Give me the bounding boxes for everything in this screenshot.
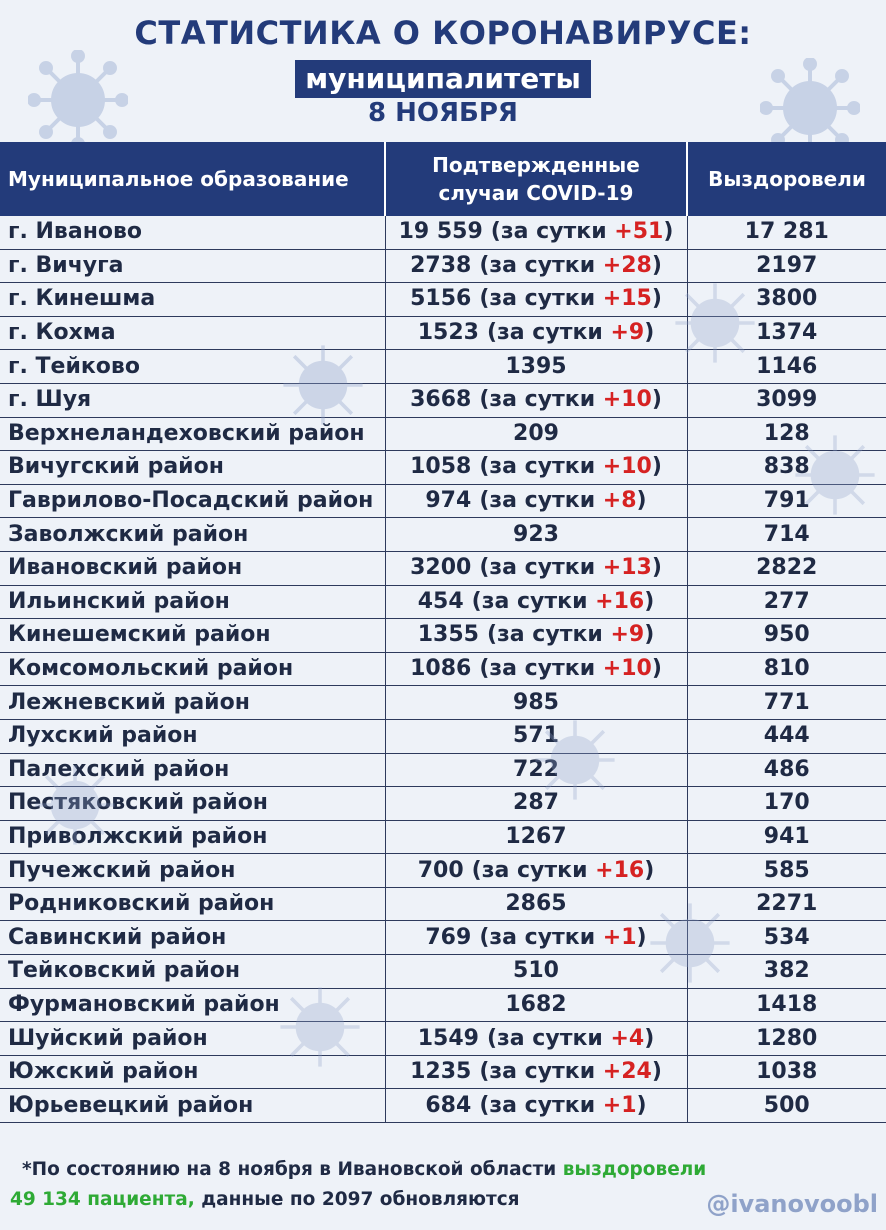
municipality-name: Фурмановский район xyxy=(0,988,385,1022)
daily-label: (за сутки xyxy=(486,320,611,346)
confirmed-total: 571 xyxy=(513,723,559,749)
table-row xyxy=(0,988,886,1022)
header-recovered: Выздоровели xyxy=(687,142,886,216)
table-row xyxy=(0,1089,886,1123)
confirmed-total: 3200 xyxy=(410,555,472,581)
virus-icon xyxy=(530,715,620,805)
recovered-count: 17 281 xyxy=(687,216,886,249)
daily-increase: +24 xyxy=(602,1059,652,1085)
confirmed-total: 1355 xyxy=(417,622,479,648)
confirmed-total: 19 559 xyxy=(398,219,483,245)
municipality-name: Пучежский район xyxy=(0,854,385,888)
confirmed-cell xyxy=(385,1055,687,1089)
confirmed-total: 1523 xyxy=(417,320,479,346)
daily-label-close: ) xyxy=(636,1092,647,1118)
confirmed-total: 722 xyxy=(513,756,559,782)
recovered-count: 500 xyxy=(687,1089,886,1123)
confirmed-total: 684 xyxy=(425,1092,472,1118)
confirmed-cell xyxy=(385,484,687,518)
municipality-name: Кинешемский район xyxy=(0,619,385,653)
recovered-count: 2197 xyxy=(687,249,886,283)
confirmed-cell xyxy=(385,316,687,350)
confirmed-total: 1267 xyxy=(505,823,567,849)
daily-increase: +8 xyxy=(602,488,637,514)
daily-increase: +9 xyxy=(610,622,645,648)
recovered-count: 810 xyxy=(687,652,886,686)
subtitle-wrap xyxy=(0,60,886,98)
confirmed-cell xyxy=(385,451,687,485)
confirmed-cell xyxy=(385,383,687,417)
recovered-count: 486 xyxy=(687,753,886,787)
recovered-count: 3800 xyxy=(687,283,886,317)
daily-label-close: ) xyxy=(651,286,662,312)
table-row xyxy=(0,585,886,619)
virus-icon xyxy=(275,982,365,1072)
daily-increase: +10 xyxy=(602,656,652,682)
confirmed-total: 974 xyxy=(425,488,472,514)
page-title: СТАТИСТИКА О КОРОНАВИРУСЕ: xyxy=(134,14,752,52)
daily-increase: +10 xyxy=(602,387,652,413)
table-row xyxy=(0,518,886,552)
table-row xyxy=(0,1022,886,1056)
daily-increase: +51 xyxy=(614,219,664,245)
daily-label-close: ) xyxy=(651,656,662,682)
table-row xyxy=(0,820,886,854)
virus-icon xyxy=(790,430,880,520)
municipality-name: г. Кинешма xyxy=(0,283,385,317)
table-row xyxy=(0,417,886,451)
recovered-count: 534 xyxy=(687,921,886,955)
confirmed-cell xyxy=(385,1022,687,1056)
table-row xyxy=(0,216,886,249)
recovered-count: 714 xyxy=(687,518,886,552)
municipality-name: Палехский район xyxy=(0,753,385,787)
recovered-count: 2271 xyxy=(687,887,886,921)
confirmed-total: 2738 xyxy=(410,252,472,278)
header-municipality: Муниципальное образование xyxy=(0,142,385,216)
municipality-name: Заволжский район xyxy=(0,518,385,552)
municipality-name: Вичугский район xyxy=(0,451,385,485)
confirmed-cell xyxy=(385,652,687,686)
daily-increase: +10 xyxy=(602,454,652,480)
confirmed-total: 510 xyxy=(513,958,559,984)
municipality-name: Ивановский район xyxy=(0,551,385,585)
recovered-count: 1280 xyxy=(687,1022,886,1056)
confirmed-cell xyxy=(385,518,687,552)
daily-increase: +15 xyxy=(602,286,652,312)
confirmed-cell xyxy=(385,417,687,451)
confirmed-total: 769 xyxy=(425,924,472,950)
municipality-name: Тейковский район xyxy=(0,955,385,989)
table-row xyxy=(0,619,886,653)
daily-label-close: ) xyxy=(636,924,647,950)
daily-label: (за сутки xyxy=(486,622,611,648)
daily-label: (за сутки xyxy=(479,1059,603,1085)
table-row xyxy=(0,921,886,955)
table-row xyxy=(0,753,886,787)
social-handle: @ivanovoobl xyxy=(706,1190,878,1218)
recovered-count: 1374 xyxy=(687,316,886,350)
page-date: 8 НОЯБРЯ xyxy=(368,98,518,128)
confirmed-cell xyxy=(385,216,687,249)
confirmed-cell xyxy=(385,619,687,653)
confirmed-total: 1086 xyxy=(410,656,472,682)
confirmed-total: 2865 xyxy=(505,891,567,917)
municipality-name: Комсомольский район xyxy=(0,652,385,686)
recovered-count: 1146 xyxy=(687,350,886,384)
daily-label-close: ) xyxy=(651,555,662,581)
confirmed-total: 923 xyxy=(513,521,559,547)
daily-label-close: ) xyxy=(644,320,655,346)
footnote-line-2 xyxy=(10,1186,520,1214)
municipality-name: Гаврилово-Посадский район xyxy=(0,484,385,518)
footnote-recovered-word: выздоровели xyxy=(562,1159,707,1180)
daily-increase: +13 xyxy=(602,555,652,581)
recovered-count: 941 xyxy=(687,820,886,854)
table-row xyxy=(0,484,886,518)
daily-label-close: ) xyxy=(651,252,662,278)
municipality-name: г. Шуя xyxy=(0,383,385,417)
recovered-count: 3099 xyxy=(687,383,886,417)
recovered-count: 585 xyxy=(687,854,886,888)
municipality-name: г. Вичуга xyxy=(0,249,385,283)
confirmed-cell xyxy=(385,854,687,888)
recovered-count: 771 xyxy=(687,686,886,720)
confirmed-total: 1058 xyxy=(410,454,472,480)
daily-label-close: ) xyxy=(644,588,655,614)
confirmed-cell xyxy=(385,955,687,989)
confirmed-total: 5156 xyxy=(410,286,472,312)
confirmed-total: 1682 xyxy=(505,991,567,1017)
confirmed-cell xyxy=(385,1089,687,1123)
daily-increase: +16 xyxy=(595,857,645,883)
recovered-count: 444 xyxy=(687,719,886,753)
daily-label-close: ) xyxy=(651,454,662,480)
table-row xyxy=(0,652,886,686)
daily-label: (за сутки xyxy=(479,252,603,278)
table-row xyxy=(0,854,886,888)
virus-icon xyxy=(30,760,120,850)
recovered-count: 2822 xyxy=(687,551,886,585)
table-row xyxy=(0,887,886,921)
daily-label: (за сутки xyxy=(479,1092,603,1118)
table-row xyxy=(0,451,886,485)
confirmed-cell xyxy=(385,585,687,619)
footnote-line-1 xyxy=(22,1156,706,1184)
daily-label: (за сутки xyxy=(471,588,596,614)
confirmed-total: 1235 xyxy=(410,1059,472,1085)
confirmed-cell xyxy=(385,887,687,921)
daily-label-close: ) xyxy=(644,857,655,883)
recovered-count: 791 xyxy=(687,484,886,518)
daily-label-close: ) xyxy=(663,219,674,245)
recovered-count: 277 xyxy=(687,585,886,619)
municipality-name: Лежневский район xyxy=(0,686,385,720)
confirmed-total: 209 xyxy=(513,420,559,446)
municipality-name: г. Тейково xyxy=(0,350,385,384)
virus-icon xyxy=(278,340,368,430)
daily-increase: +4 xyxy=(610,1025,645,1051)
table-row xyxy=(0,719,886,753)
footnote-text: данные по 2097 обновляются xyxy=(194,1189,520,1210)
confirmed-cell xyxy=(385,921,687,955)
confirmed-cell xyxy=(385,551,687,585)
daily-increase: +1 xyxy=(602,924,637,950)
daily-label-close: ) xyxy=(651,387,662,413)
recovered-count: 1038 xyxy=(687,1055,886,1089)
daily-label: (за сутки xyxy=(479,555,603,581)
confirmed-total: 454 xyxy=(417,588,464,614)
confirmed-cell xyxy=(385,988,687,1022)
daily-label: (за сутки xyxy=(479,488,603,514)
municipality-name: Верхнеландеховский район xyxy=(0,417,385,451)
table-row xyxy=(0,955,886,989)
daily-increase: +1 xyxy=(602,1092,637,1118)
page-header xyxy=(0,0,886,142)
confirmed-cell xyxy=(385,283,687,317)
daily-label-close: ) xyxy=(644,1025,655,1051)
confirmed-total: 700 xyxy=(417,857,464,883)
table-header-row xyxy=(0,142,886,216)
recovered-count: 838 xyxy=(687,451,886,485)
virus-icon xyxy=(645,898,735,988)
table-row xyxy=(0,787,886,821)
header-confirmed-line1: Подтвержденные xyxy=(432,153,640,177)
daily-label: (за сутки xyxy=(479,387,603,413)
municipality-name: Шуйский район xyxy=(0,1022,385,1056)
recovered-count: 128 xyxy=(687,417,886,451)
recovered-count: 950 xyxy=(687,619,886,653)
daily-label: (за сутки xyxy=(479,286,603,312)
confirmed-total: 1395 xyxy=(505,353,567,379)
recovered-count: 1418 xyxy=(687,988,886,1022)
municipality-name: г. Иваново xyxy=(0,216,385,249)
daily-label-close: ) xyxy=(644,622,655,648)
page-subtitle: муниципалитеты xyxy=(295,60,591,98)
daily-label: (за сутки xyxy=(479,924,603,950)
daily-label-close: ) xyxy=(636,488,647,514)
footnote-recovered-count: 49 134 пациента, xyxy=(10,1189,195,1210)
municipality-name: Пестяковский район xyxy=(0,787,385,821)
daily-increase: +28 xyxy=(602,252,652,278)
municipality-name: Южский район xyxy=(0,1055,385,1089)
municipality-name: Родниковский район xyxy=(0,887,385,921)
table-row xyxy=(0,686,886,720)
confirmed-total: 3668 xyxy=(410,387,472,413)
virus-icon xyxy=(670,278,760,368)
municipality-name: Лухский район xyxy=(0,719,385,753)
municipality-name: Приволжский район xyxy=(0,820,385,854)
confirmed-total: 985 xyxy=(513,689,559,715)
daily-label: (за сутки xyxy=(479,656,603,682)
daily-label: (за сутки xyxy=(479,454,603,480)
daily-label: (за сутки xyxy=(490,219,615,245)
confirmed-total: 287 xyxy=(513,790,559,816)
daily-label: (за сутки xyxy=(471,857,596,883)
daily-label-close: ) xyxy=(651,1059,662,1085)
daily-label: (за сутки xyxy=(486,1025,611,1051)
municipality-name: Ильинский район xyxy=(0,585,385,619)
recovered-count: 170 xyxy=(687,787,886,821)
table-row xyxy=(0,1055,886,1089)
municipality-name: Савинский район xyxy=(0,921,385,955)
confirmed-cell xyxy=(385,249,687,283)
confirmed-total: 1549 xyxy=(417,1025,479,1051)
daily-increase: +9 xyxy=(610,320,645,346)
header-confirmed-line2: случаи COVID-19 xyxy=(438,181,634,205)
table-row xyxy=(0,383,886,417)
confirmed-cell xyxy=(385,350,687,384)
municipality-name: Юрьевецкий район xyxy=(0,1089,385,1123)
header-confirmed xyxy=(385,142,687,216)
confirmed-cell xyxy=(385,820,687,854)
table-row xyxy=(0,551,886,585)
footnote-text: *По состоянию на 8 ноября в Ивановской области xyxy=(22,1159,563,1180)
municipality-name: г. Кохма xyxy=(0,316,385,350)
daily-increase: +16 xyxy=(595,588,645,614)
recovered-count: 382 xyxy=(687,955,886,989)
